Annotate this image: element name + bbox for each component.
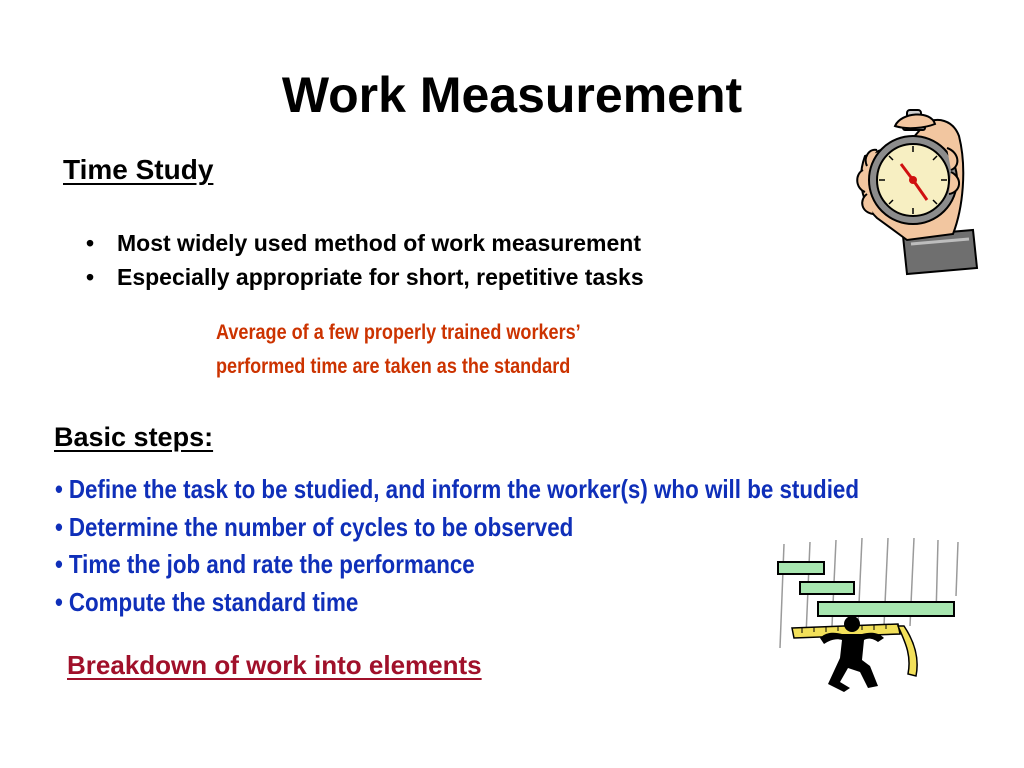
bullet-text: Most widely used method of work measurement [117, 230, 641, 256]
time-study-bullets [86, 226, 644, 294]
step-item [55, 584, 859, 622]
time-study-heading: Time Study [63, 154, 214, 185]
breakdown-elements-link[interactable]: Breakdown of work into elements [67, 650, 482, 680]
bullet-marker: • [86, 264, 95, 290]
gantt-worker-svg [770, 536, 965, 698]
time-study-bullet-2 [86, 260, 644, 294]
bullet-marker: • [55, 474, 63, 504]
step-item [55, 471, 859, 509]
step-item [55, 546, 859, 584]
step-text: Time the job and rate the performance [68, 549, 475, 579]
step-item [55, 509, 859, 547]
note-line-1: Average of a few properly trained workers’ [216, 321, 581, 344]
step-text: Define the task to be studied, and inform the worker(s) who will be studied [68, 474, 860, 504]
step-text: Compute the standard time [68, 586, 359, 617]
bullet-marker: • [86, 230, 95, 256]
time-study-bullet-1 [86, 226, 644, 260]
note-line-2: performed time are taken as the standard [216, 355, 571, 378]
bullet-text: Especially appropriate for short, repetitive tasks [117, 264, 644, 290]
stopwatch-hand-icon [855, 108, 980, 278]
bullet-marker: • [55, 511, 63, 542]
stopwatch-hand-svg [855, 108, 980, 278]
basic-steps-heading: Basic steps: [54, 422, 214, 452]
slide-title: Work Measurement [281, 67, 743, 123]
basic-steps-list [55, 471, 859, 621]
bullet-marker: • [55, 549, 63, 579]
bullet-marker: • [55, 586, 63, 617]
step-text: Determine the number of cycles to be observed [68, 511, 574, 542]
gantt-chart-worker-icon [770, 536, 965, 698]
standard-time-note [216, 316, 581, 384]
